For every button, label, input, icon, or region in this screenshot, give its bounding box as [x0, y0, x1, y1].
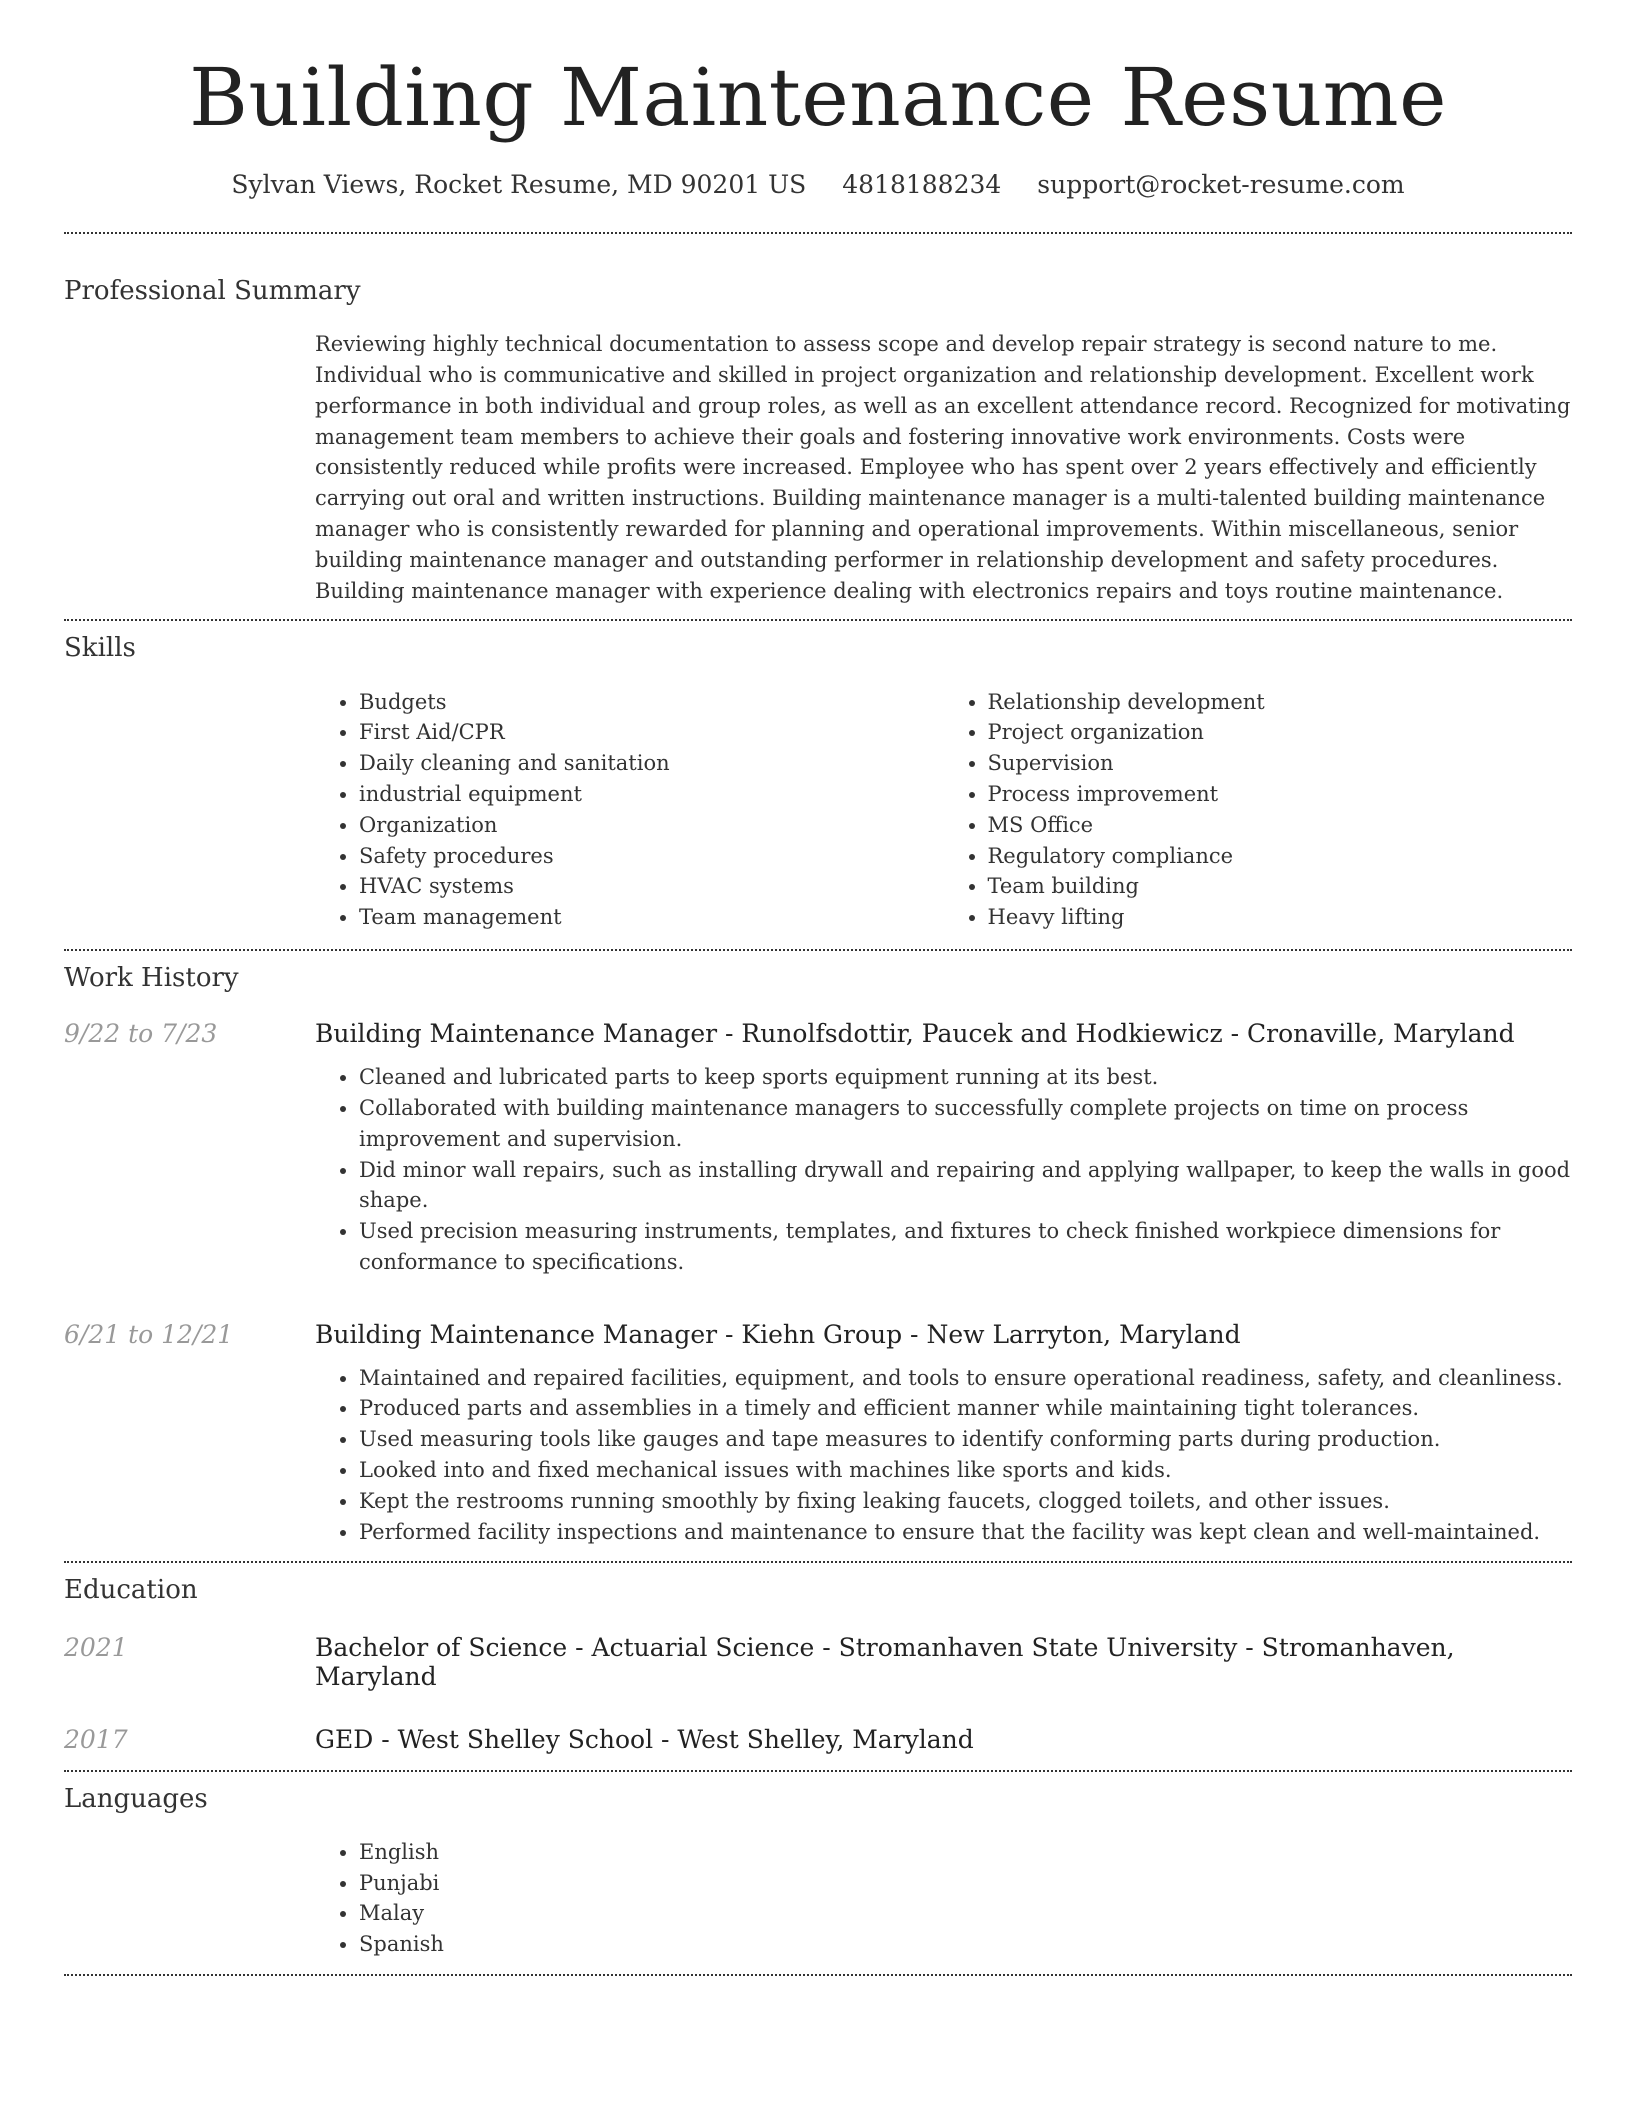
job-bullets	[315, 1062, 1572, 1278]
language-item: • Spanish	[359, 1929, 1572, 1960]
job-entry	[64, 1019, 1572, 1278]
job-bullet: • Produced parts and assemblies in a timely and efficient manner while maintaining tight tolerances.	[359, 1393, 1572, 1424]
education-text: GED - West Shelley School - West Shelley, Maryland	[315, 1724, 974, 1754]
skill-item: • HVAC systems	[359, 871, 944, 902]
section-languages	[64, 1772, 1572, 1960]
skill-item: • Team management	[359, 902, 944, 933]
skill-item: • Daily cleaning and sanitation	[359, 748, 944, 779]
section-summary	[64, 234, 1572, 606]
language-item: • Punjabi	[359, 1868, 1572, 1899]
job-bullet: • Cleaned and lubricated parts to keep sports equipment running at its best.	[359, 1062, 1572, 1093]
section-heading-skills: Skills	[64, 633, 136, 664]
resume-page	[64, 0, 1572, 1976]
skill-item: • Project organization	[988, 717, 1573, 748]
job-bullet: • Maintained and repaired facilities, equipment, and tools to ensure operational readiness, safety, and cleanliness.	[359, 1363, 1572, 1394]
language-item: • English	[359, 1837, 1572, 1868]
job-title: Building Maintenance Manager - Kiehn Group - New Larryton, Maryland	[315, 1319, 1241, 1349]
education-year: 2017	[64, 1724, 128, 1754]
language-item: • Malay	[359, 1898, 1572, 1929]
contact-address: Sylvan Views, Rocket Resume, MD 90201 US	[231, 170, 807, 199]
skill-item: • Supervision	[988, 748, 1573, 779]
job-bullet: • Looked into and fixed mechanical issues with machines like sports and kids.	[359, 1455, 1572, 1486]
job-bullet: • Did minor wall repairs, such as installing drywall and repairing and applying wallpaper, to keep the walls in good shape.	[359, 1155, 1572, 1217]
contact-phone: 4818188234	[842, 170, 1002, 199]
section-heading-education: Education	[64, 1575, 198, 1606]
contact-email: support@rocket-resume.com	[1037, 170, 1405, 199]
skill-item: • industrial equipment	[359, 779, 944, 810]
section-heading-summary: Professional Summary	[64, 276, 361, 306]
job-bullet: • Kept the restrooms running smoothly by fixing leaking faucets, clogged toilets, and other issues.	[359, 1486, 1572, 1517]
education-entry	[64, 1725, 1572, 1754]
skill-item: • First Aid/CPR	[359, 717, 944, 748]
job-title: Building Maintenance Manager - Runolfsdottir, Paucek and Hodkiewicz - Cronaville, Maryland	[315, 1019, 1515, 1049]
skills-list-left	[315, 687, 944, 933]
education-year: 2021	[64, 1632, 128, 1662]
section-skills	[64, 621, 1572, 933]
skill-item: • Team building	[988, 871, 1573, 902]
skill-item: • Process improvement	[988, 779, 1573, 810]
job-bullet: • Used precision measuring instruments, templates, and fixtures to check finished workpiece dimensions for conformance to specifications.	[359, 1216, 1572, 1278]
skill-item: • Safety procedures	[359, 841, 944, 872]
skill-item: • Relationship development	[988, 687, 1573, 718]
job-bullet: • Used measuring tools like gauges and tape measures to identify conforming parts during production.	[359, 1424, 1572, 1455]
section-education	[64, 1563, 1572, 1753]
section-heading-languages: Languages	[64, 1783, 208, 1814]
job-dates: 9/22 to 7/23	[64, 1019, 218, 1049]
skill-item: • Organization	[359, 810, 944, 841]
education-text: Bachelor of Science - Actuarial Science - Stromanhaven State University - Stromanhaven, Maryland	[315, 1632, 1455, 1691]
skills-list-right	[944, 687, 1573, 933]
job-bullet: • Collaborated with building maintenance managers to successfully complete projects on time on process improvement and supervision.	[359, 1093, 1572, 1155]
section-heading-work: Work History	[64, 962, 239, 993]
section-divider	[64, 1974, 1572, 1976]
skill-item: • MS Office	[988, 810, 1573, 841]
summary-text: Reviewing highly technical documentation to assess scope and develop repair strategy is second nature to me. Individual who is communicative and skilled in project organization and relationship development. Excellent work performance in both individual and group roles, as well as an excellent attendance record. Recognized for motivating management team members to achieve their goals and fostering innovative work environments. Costs were consistently reduced while profits were increased. Employee who has spent over 2 years effectively and efficiently carrying out oral and written instructions. Building maintenance manager is a multi-talented building maintenance manager who is consistently rewarded for planning and operational improvements. Within miscellaneous, senior building maintenance manager and outstanding performer in relationship development and safety procedures. Building maintenance manager with experience dealing with electronics repairs and toys routine maintenance.	[315, 332, 1571, 603]
job-bullet: • Performed facility inspections and maintenance to ensure that the facility was kept clean and well-maintained.	[359, 1517, 1572, 1548]
resume-title: Building Maintenance Resume	[189, 51, 1447, 144]
skill-item: • Budgets	[359, 687, 944, 718]
skill-item: • Heavy lifting	[988, 902, 1573, 933]
job-bullets	[315, 1363, 1572, 1548]
section-work-history	[64, 951, 1572, 1548]
job-entry	[64, 1320, 1572, 1548]
languages-list	[315, 1837, 1572, 1960]
education-entry	[64, 1633, 1572, 1691]
contact-line	[64, 170, 1572, 199]
job-dates: 6/21 to 12/21	[64, 1319, 234, 1349]
skill-item: • Regulatory compliance	[988, 841, 1573, 872]
